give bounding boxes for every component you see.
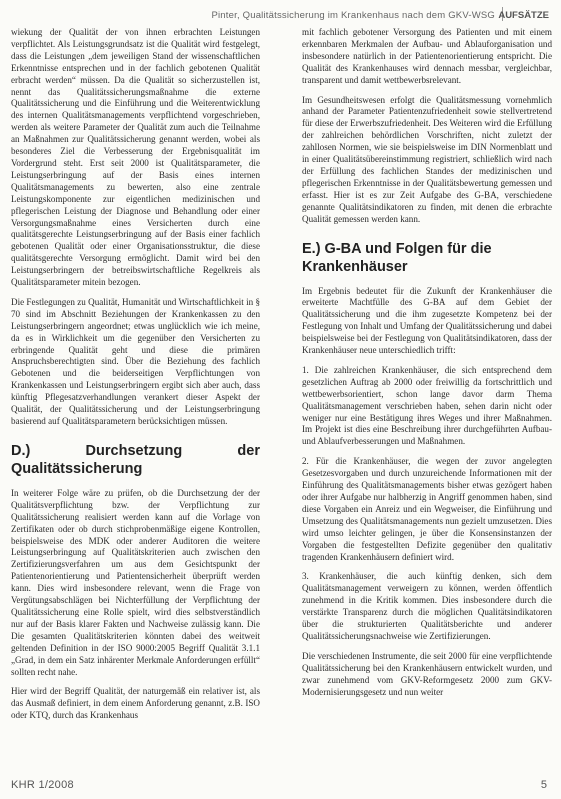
heading-line: E.) G-BA und Folgen für die <box>302 240 492 257</box>
list-item: 3. Krankenhäuser, die auch künftig denken, sich dem Qualitätsmanagement verweigern zu können, werden öffentlich zunehmend in die Kritik kommen. Dies insbesondere durch die verstärkte Transparenz durch die möglichen Qualitätsindikatoren über die strukturierten Qualitätsberichte und anderer Qualitätssicherungsnachweise wie Zertifizierungen. <box>302 571 552 641</box>
section-heading-e <box>302 240 552 276</box>
paragraph: In weiterer Folge wäre zu prüfen, ob die Durchsetzung der der Qualitätsverpflichtung bzw. der Verpflichtung zur Qualitätssicherung realisiert werden kann auf die Vorlage von Zertifikaten oder ob durch stichprobenmäßige eigene Kontrollen, beispielsweise des MDK oder anderer Auditoren die weitere Leistungserbringung auf Qualitätskriterien auch zwischen den Zertifizierungsverfahren um aus dem Gesichtspunkt der Patientenorientierung und Patientensicherheit überprüft werden kann. Dies wird insbesondere relevant, wenn die Frage von Vergütungsabschlägen bei Nichterfüllung der Verpflichtung der Qualitätssicherung eine Rolle spielt, wird dies selbstverständlich nur auf der Basis klarer Fakten und Nachweise zulässig kann. Die Die gesamten Qualitätskriterien könnten dabei des weitweit geltenden Definition in der ISO 9000:2005 Begriff Qualität 3.1.1 „Grad, in dem ein Satz inhärenter Merkmale Anforderungen erfüllt“ sollten recht nahe. <box>11 487 260 677</box>
page-footer <box>0 777 561 795</box>
paragraph: Im Ergebnis bedeutet für die Zukunft der Krankenhäuser die erweiterte Machtfülle des G-BA auf dem Gebiet der Qualitätssicherung und die ihm zugesetzte Kompetenz bei der Festlegung von Inhalt und Umfang der Qualitätssicherung und dabei beispielsweise bei der Festlegung von Qualitätsindikatoren, dass der Krankenhäuser neue unterschiedlich trifft: <box>302 285 552 356</box>
left-column <box>11 27 260 730</box>
journal-issue: KHR 1/2008 <box>11 779 74 791</box>
page-number: 5 <box>540 779 547 791</box>
running-title: Pinter, Qualitätssicherung im Krankenhaus nach dem GKV-WSG <box>211 10 495 21</box>
paragraph: mit fachlich gebotener Versorgung des Patienten und mit einem erkennbaren Merkmalen der Aufbau- und Ablauforganisation und insbesondere natürlich in der Patientenorientierung entspricht. Die Qualität des Krankenhauses wird dennach messbar, vergleichbar, transparent und damit wettbewerbsrelevant. <box>302 27 552 85</box>
section-label: AUFSÄTZE <box>498 10 549 21</box>
page-header <box>0 6 561 24</box>
paragraph: Die Festlegungen zu Qualität, Humanität und Wirtschaftlichkeit in § 70 sind im Abschnitt Beziehungen der Krankenkassen zu den Leistungserbringern angeordnet; etwas unglücklich wie ich meine, da es in Wirklichkeit um die gegenüber den Versicherten zu erbringende Qualität geht und diese die primären Anspruchsberechtigten sind. Über die Beziehung des fachlich Gebotenen und die beiderseitigen Verpflichtungen von Krankenkassen und Leistungserbringern ergibt sich aber auch, dass künftig Pflegesatzverhandlungen verankert dieser Aspekt der Qualität, der Qualitätssicherung und der Leistungserbringung basierend auf Qualitätsparametern berücksichtigen müssen. <box>11 296 260 426</box>
list-item: 1. Die zahlreichen Krankenhäuser, die sich entsprechend dem gesetzlichen Auftrag ab 2000 oder freiwillig da fortschrittlich und wettbewerbsorientiert, schon lange davor darm Thema Qualitätsmanagement verschrieben haben, sehen darin nicht oder weniger nur eine Bestätigung ihres Weges und ihrer Maßnahmen. Im Projekt ist dies eine Beschreibung ihrer durchgeführten Aufbau- und Ablaufverbesserungen und Maßnahmen. <box>302 364 552 447</box>
paragraph: Hier wird der Begriff Qualität, der naturgemäß ein relativer ist, als das Ausmaß definiert, in dem einem Anforderung genannt, z.B. ISO oder KTQ, durch das Krankenhaus <box>11 686 260 721</box>
paragraph: Die verschiedenen Instrumente, die seit 2000 für eine verpflichtende Qualitätssicherung bei den Krankenhäusern entwickelt wurden, und zwar zunehmend vom GKV-Reformgesetz 2000 zum GKV-Modernisierungsgesetz und nun weiter <box>302 650 552 697</box>
list-item: 2. Für die Krankenhäuser, die wegen der zuvor angelegten Gesetzesvorgaben und durch unzureichende Informationen mit der Einführung des Qualitätsmanagements bisher etwas gezögert haben oder ihrer Aufgabe nur halbherzig in Angriff genommen haben, sind diese Vorgaben ein Anreiz und ein Wegweiser, die Einführung und Umsetzung des Qualitätsmanagements nun gezielt umzusetzen. Dies wird umso leichter gelingen, je über die Konsensinstanzen der Vorgaben die festgestellten Defizite gegenüber den qualitativ tragenden Krankenhäusern definiert wird. <box>302 456 552 562</box>
paragraph: wiekung der Qualität der von ihnen erbrachten Leistungen verpflichtet. Als Leistungsgrundsatz ist die Qualität wird festgelegt, dass die Leistungen „dem jeweiligen Stand der wissenschaftlichen Erkenntnisse entsprechen und in der fachlich gebotenen Qualität erbracht werden“ müssen. Da die Qualität so sicherzustellen ist, nennt das Qualitätssicherungsmaßnahme die externe Qualitätssicherung und die Einführung und die Weiterentwicklung des internen Qualitätsmanagements verpflichtend vorgeschrieben, werden als weitere Parameter der Qualität zum auch die Teilnahme an Maßnahmen zur Qualitätssicherung genannt werden, wobei als besonderes Ziel die Verbesserung der Ergebnisqualität im Vordergrund steht. Erst seit 2000 ist Qualitätsparameter, die Leistungserbringung auf der Basis eines internen Qualitätsmanagements zu bewerten, also eine zentrale Leistungskomponente zur eigentlichen medizinischen und pflegerischen Leistung der Diagnose und Behandlung oder einer Versorgungsmaßnahme eines Versicherten durch eine qualitätsgerechte Leistungserbringung auf der Basis einer fachlich gebotenen Qualität oder einer Organisationsstruktur, die diese qualitätsgerechte Versorgung ermöglicht. Damit wird bei den Leistungserbringern der betreibswirtschaftliche Regelkreis als Qualitätsparameter mitein bezogen. <box>11 27 260 288</box>
right-column <box>302 27 552 707</box>
section-heading-d: D.) Durchsetzung der Qualitätssicherung <box>11 442 260 477</box>
paragraph: Im Gesundheitswesen erfolgt die Qualitätsmessung vornehmlich anhand der Parameter Patientenzufriedenheit sowie stellvertretend für diese der Erwerbszufriedenheit. Des Weiteren wird die Erfüllung der zahlreichen behördlichen Vorschriften, nicht zuletzt der zahllosen Normen, wie sie beispielsweise im DIN Normenblatt und in einer Qualitätsübereinstimmung registriert, schließlich wird nach der Erfüllung des fachlichen Standes der medizinischen und pflegerischen Erkenntnisse in der Qualitätsbewertung gemessen und erfasst. Hier ist es zur Zeit Aufgabe des G-BA, verschiedene genannte Qualitätsindikatoren zu finden, mit denen die erbrachte Qualität gemessen werden kann. <box>302 94 552 224</box>
heading-line: Krankenhäuser <box>302 258 408 275</box>
